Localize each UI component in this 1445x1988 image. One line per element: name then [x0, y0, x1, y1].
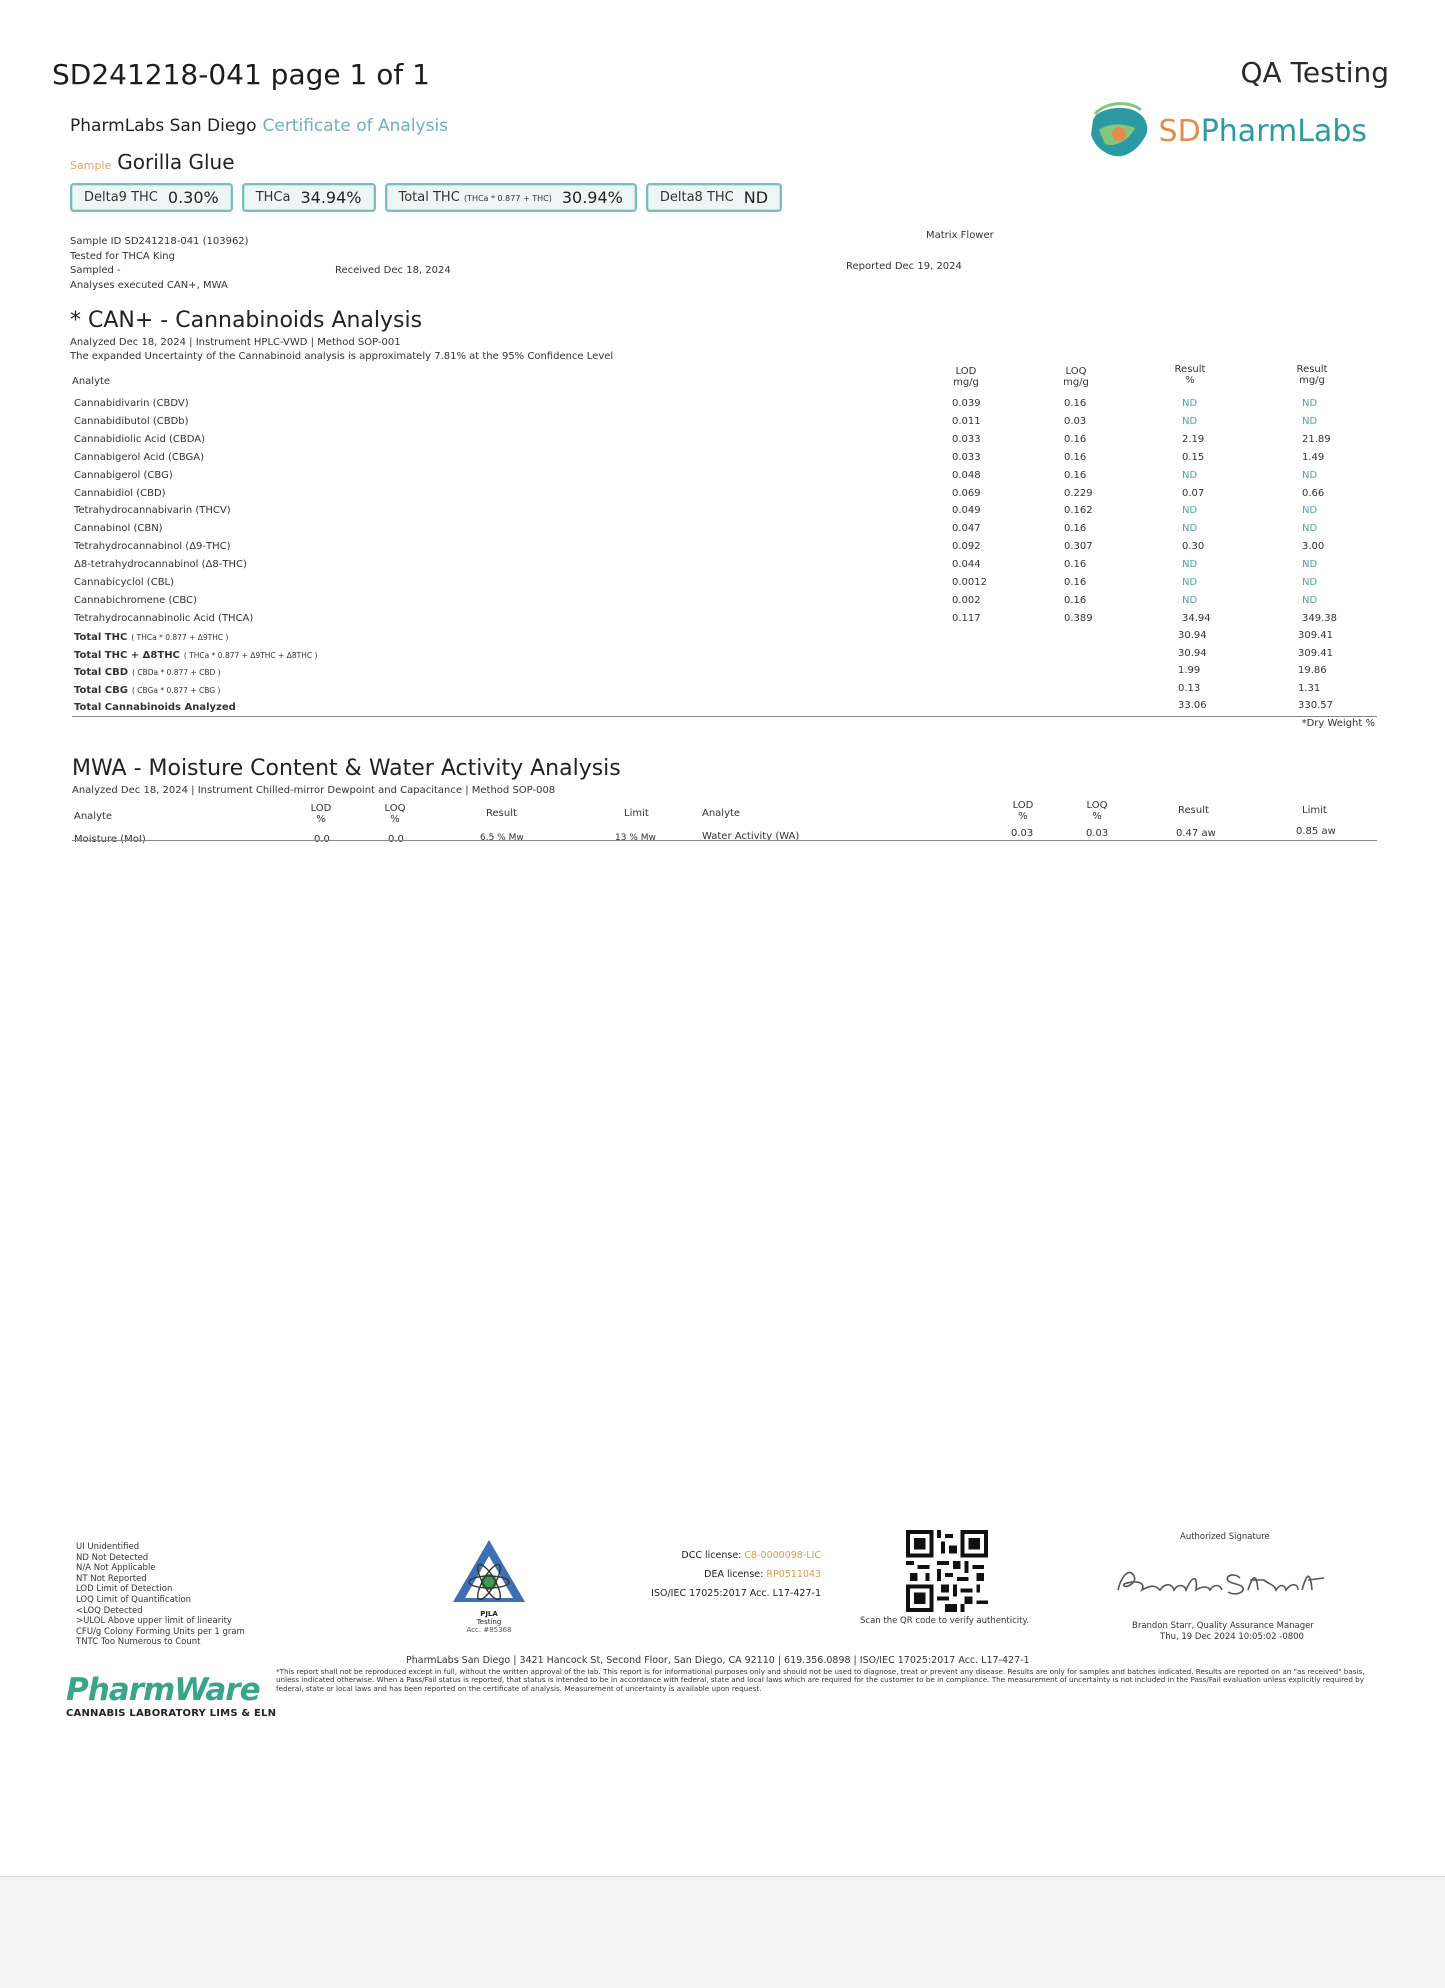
- total-result-mg: 1.31: [1298, 683, 1321, 694]
- mwa-moisture-lod: 0.0: [314, 834, 330, 845]
- qa-testing-label: QA Testing: [1240, 56, 1389, 89]
- legend-item: NT Not Reported: [76, 1573, 147, 1584]
- total-name: Total CBG: [74, 685, 128, 696]
- analyte-result-mg: 3.00: [1302, 541, 1325, 552]
- legend-item: TNTC Too Numerous to Count: [76, 1637, 201, 1648]
- badge-value: ND: [743, 188, 769, 207]
- analyte-loq: 0.389: [1064, 613, 1093, 624]
- total-result-mg: 19.86: [1298, 665, 1327, 676]
- total-result-mg: 330.57: [1298, 700, 1333, 711]
- total-row-label: [74, 632, 228, 643]
- analyte-loq: 0.03: [1064, 416, 1087, 427]
- analyte-result-pct: ND: [1182, 398, 1198, 409]
- analyte-loq: 0.162: [1064, 505, 1093, 516]
- qr-code-icon: [906, 1530, 988, 1612]
- sample-name-line: [70, 150, 235, 174]
- analyte-loq: 0.16: [1064, 595, 1087, 606]
- total-name: Total THC + Δ8THC: [74, 650, 180, 661]
- pjla-acc: Acc. #85368: [466, 1626, 512, 1634]
- total-name: Total THC: [74, 632, 128, 643]
- badge-total-thc: [385, 183, 637, 212]
- total-result-mg: 309.41: [1298, 648, 1333, 659]
- analyte-lod: 0.0012: [952, 577, 987, 588]
- analyte-name: Cannabicyclol (CBL): [74, 577, 175, 588]
- analyte-result-mg: 0.66: [1302, 488, 1325, 499]
- analyte-loq: 0.16: [1064, 577, 1087, 588]
- analyte-result-mg: ND: [1302, 505, 1318, 516]
- logo-emblem-icon: [1085, 100, 1155, 162]
- analyte-result-mg: ND: [1302, 577, 1318, 588]
- analyte-lod: 0.039: [952, 398, 981, 409]
- dry-weight-footnote: *Dry Weight %: [1301, 718, 1375, 729]
- pharmware-tagline: CANNABIS LABORATORY LIMS & ELN: [66, 1708, 277, 1719]
- total-result-pct: 30.94: [1178, 648, 1207, 659]
- sample-label: Sample: [70, 159, 112, 172]
- legend-item: ND Not Detected: [76, 1552, 149, 1563]
- scan-bottom-band: [0, 1876, 1445, 1988]
- pjla-name: PJLA: [480, 1610, 498, 1618]
- analyte-lod: 0.011: [952, 416, 981, 427]
- legend-item: LOQ Limit of Quantification: [76, 1594, 192, 1605]
- analyte-loq: 0.16: [1064, 434, 1087, 445]
- can-header-lod: LOD mg/g: [953, 366, 979, 388]
- mwa-header-loq-2: LOQ %: [1086, 800, 1108, 822]
- can-header-result-pct: Result %: [1174, 364, 1206, 386]
- analyte-result-mg: ND: [1302, 470, 1318, 481]
- signer-name: Brandon Starr, Quality Assurance Manager: [1132, 1621, 1314, 1631]
- analyte-result-mg: 21.89: [1302, 434, 1331, 445]
- badge-formula: (THCa * 0.877 + THC): [463, 194, 552, 203]
- total-formula: ( CBDa * 0.877 + CBD ): [132, 668, 221, 677]
- analyte-lod: 0.033: [952, 434, 981, 445]
- total-result-pct: 0.13: [1178, 683, 1201, 694]
- analyte-lod: 0.044: [952, 559, 981, 570]
- lab-address: PharmLabs San Diego | 3421 Hancock St, Second Floor, San Diego, CA 92110 | 619.356.0898 | ISO/IEC 17025:2017 Acc. L17-427-1: [406, 1655, 1030, 1666]
- analyte-name: Tetrahydrocannabinol (Δ9-THC): [74, 541, 231, 552]
- potency-badges: [70, 183, 782, 212]
- pjla-sub: Testing: [476, 1618, 502, 1626]
- analyte-loq: 0.307: [1064, 541, 1093, 552]
- legend-item: UI Unidentified: [76, 1542, 140, 1552]
- authorized-signature-label: Authorized Signature: [1180, 1532, 1270, 1542]
- analyte-name: Cannabidivarin (CBDV): [74, 398, 189, 409]
- badge-value: 0.30%: [167, 188, 219, 207]
- total-row-label: [74, 685, 220, 696]
- total-name: Total CBD: [74, 667, 129, 678]
- analyte-name: Cannabigerol Acid (CBGA): [74, 452, 205, 463]
- total-result-pct: 33.06: [1178, 700, 1207, 711]
- mwa-water-loq: 0.03: [1086, 828, 1109, 839]
- analyte-result-pct: 34.94: [1182, 613, 1211, 624]
- analyte-result-pct: 0.30: [1182, 541, 1205, 552]
- badge-label: Delta8 THC: [659, 190, 734, 205]
- analyte-loq: 0.16: [1064, 523, 1087, 534]
- total-formula: ( THCa * 0.877 + Δ9THC ): [131, 633, 229, 642]
- analyte-result-mg: 1.49: [1302, 452, 1325, 463]
- lab-name-line: [70, 116, 448, 136]
- mwa-header-result-2: Result: [1178, 805, 1209, 816]
- received-date: Received Dec 18, 2024: [335, 265, 451, 276]
- badge-delta8-thc: [646, 183, 782, 212]
- analyte-result-pct: ND: [1182, 523, 1198, 534]
- badge-thca: [242, 183, 376, 212]
- pharmware-wordmark: PharmWare: [66, 1672, 260, 1708]
- logo-wordmark: SDPharmLabs: [1158, 113, 1367, 149]
- can-section-title: * CAN+ - Cannabinoids Analysis: [70, 308, 423, 333]
- total-result-mg: 309.41: [1298, 630, 1333, 641]
- analyte-loq: 0.16: [1064, 470, 1087, 481]
- iso-accreditation: ISO/IEC 17025:2017 Acc. L17-427-1: [651, 1588, 821, 1599]
- can-header-analyte: Analyte: [72, 376, 111, 387]
- analyte-name: Tetrahydrocannabivarin (THCV): [74, 505, 231, 516]
- analyte-result-pct: ND: [1182, 595, 1198, 606]
- mwa-header-loq: LOQ %: [384, 803, 406, 825]
- total-result-pct: 30.94: [1178, 630, 1207, 641]
- report-disclaimer: *This report shall not be reproduced except in full, without the written approval of the lab. This report is for informational purposes only and should not be used to diagnose, treat or prevent any disease. Results are only for samples and batches indicated. Results are reported on an "as received" basis, unless indicated otherwise. When a Pass/Fail status is reported, that status is intended to be in accordance with federal, state and local laws which are required for the customer to be in compliance. The measurement of uncertainty is not included in the Pass/Fail evaluation unless explicitly required by federal, state or local laws and has been reported on the certificate of analysis. Measurement of uncertainty is available upon request.: [276, 1667, 1365, 1693]
- analyte-loq: 0.16: [1064, 452, 1087, 463]
- analyte-result-pct: 0.07: [1182, 488, 1205, 499]
- analyte-name: Cannabidiolic Acid (CBDA): [74, 434, 205, 445]
- analyte-loq: 0.229: [1064, 488, 1093, 499]
- tested-for: Tested for THCA King: [70, 250, 175, 262]
- handwritten-signature: [1112, 1556, 1342, 1606]
- mwa-moisture-result: 6.5 % Mw: [480, 833, 524, 843]
- mwa-header-result: Result: [486, 808, 517, 819]
- total-row-label: [74, 650, 317, 661]
- license-info: [651, 1546, 821, 1603]
- pjla-accreditation: [444, 1536, 534, 1634]
- badge-delta9-thc: [70, 183, 233, 212]
- analyte-name: Tetrahydrocannabinolic Acid (THCA): [74, 613, 254, 624]
- analyte-result-pct: ND: [1182, 470, 1198, 481]
- total-formula: ( CBGa * 0.877 + CBG ): [131, 686, 221, 695]
- analyte-result-pct: 2.19: [1182, 434, 1205, 445]
- analyte-lod: 0.033: [952, 452, 981, 463]
- badge-label: Delta9 THC: [84, 190, 158, 205]
- legend-item: >ULOL Above upper limit of linearity: [76, 1616, 232, 1627]
- analyte-result-mg: 349.38: [1302, 613, 1337, 624]
- analyte-lod: 0.049: [952, 505, 981, 516]
- analyte-result-mg: ND: [1302, 416, 1318, 427]
- badge-label: THCa: [255, 190, 291, 205]
- analyte-name: Cannabichromene (CBC): [74, 595, 197, 606]
- total-name: Total Cannabinoids Analyzed: [74, 702, 236, 713]
- signed-timestamp: Thu, 19 Dec 2024 10:05:02 -0800: [1160, 1632, 1304, 1642]
- document-id-title: SD241218-041 page 1 of 1: [52, 58, 430, 91]
- mwa-header-lod: LOD %: [310, 803, 332, 825]
- can-header-result-mg: Result mg/g: [1296, 364, 1328, 386]
- legend-item: LOD Limit of Detection: [76, 1584, 173, 1595]
- analyte-loq: 0.16: [1064, 559, 1087, 570]
- sample-meta: [70, 235, 249, 293]
- legend-item: <LOQ Detected: [76, 1605, 143, 1616]
- mwa-water-result: 0.47 aw: [1176, 828, 1216, 839]
- pharmware-logo: [66, 1672, 276, 1719]
- analyte-name: Cannabidibutol (CBDb): [74, 416, 189, 427]
- analyte-result-pct: ND: [1182, 577, 1198, 588]
- qr-code[interactable]: [906, 1530, 988, 1616]
- reported-date: Reported Dec 19, 2024: [846, 261, 962, 272]
- analyte-result-pct: ND: [1182, 416, 1198, 427]
- mwa-header-analyte: Analyte: [74, 811, 113, 822]
- analyte-result-mg: ND: [1302, 523, 1318, 534]
- sample-id: Sample ID SD241218-041 (103962): [70, 236, 249, 247]
- abbreviation-legend: [76, 1542, 245, 1648]
- can-uncertainty-line: The expanded Uncertainty of the Cannabinoid analysis is approximately 7.81% at the 95% Confidence Level: [70, 351, 614, 362]
- mwa-header-limit: Limit: [624, 808, 649, 819]
- analyte-result-pct: 0.15: [1182, 452, 1205, 463]
- analyte-name: Cannabinol (CBN): [74, 523, 163, 534]
- legend-item: CFU/g Colony Forming Units per 1 gram: [76, 1626, 245, 1637]
- analyses-executed: Analyses executed CAN+, MWA: [70, 279, 228, 291]
- mwa-moisture-limit: 13 % Mw: [615, 833, 656, 843]
- mwa-table-rule: [72, 840, 1377, 841]
- mwa-water-name: Water Activity (WA): [702, 831, 800, 842]
- legend-item: N/A Not Applicable: [76, 1563, 156, 1574]
- mwa-moisture-name: Moisture (MoI): [74, 834, 146, 845]
- can-analyzed-line: Analyzed Dec 18, 2024 | Instrument HPLC-VWD | Method SOP-001: [70, 337, 401, 348]
- badge-label: Total THC (THCa * 0.877 + THC): [398, 190, 552, 205]
- mwa-moisture-loq: 0.0: [388, 834, 404, 845]
- dea-license: DEA license: RP0511043: [704, 1569, 821, 1580]
- document-type: Certificate of Analysis: [262, 116, 449, 136]
- total-formula: ( THCa * 0.877 + Δ9THC + Δ8THC ): [183, 651, 318, 660]
- mwa-section-title: MWA - Moisture Content & Water Activity Analysis: [72, 756, 621, 781]
- mwa-header-limit-2: Limit: [1302, 805, 1327, 816]
- badge-value: 30.94%: [561, 188, 623, 207]
- analyte-lod: 0.047: [952, 523, 981, 534]
- analyte-result-pct: ND: [1182, 505, 1198, 516]
- sdpharmlabs-logo: [1085, 100, 1367, 162]
- analyte-name: Cannabidiol (CBD): [74, 488, 166, 499]
- qr-caption: Scan the QR code to verify authenticity.: [860, 1616, 1029, 1626]
- analyte-result-mg: ND: [1302, 398, 1318, 409]
- analyte-name: Cannabigerol (CBG): [74, 470, 173, 481]
- analyte-loq: 0.16: [1064, 398, 1087, 409]
- mwa-water-limit: 0.85 aw: [1296, 826, 1336, 837]
- total-row-label: [74, 667, 221, 678]
- can-header-loq: LOQ mg/g: [1063, 366, 1089, 388]
- mwa-header-analyte-2: Analyte: [702, 808, 741, 819]
- analyte-result-mg: ND: [1302, 595, 1318, 606]
- analyte-result-mg: ND: [1302, 559, 1318, 570]
- mwa-water-lod: 0.03: [1011, 828, 1034, 839]
- lab-name: PharmLabs San Diego: [70, 116, 257, 136]
- badge-value: 34.94%: [300, 188, 362, 207]
- sample-name: Gorilla Glue: [117, 150, 235, 174]
- total-row-label: [74, 702, 240, 713]
- analyte-lod: 0.117: [952, 613, 981, 624]
- analyte-lod: 0.048: [952, 470, 981, 481]
- pjla-logo-icon: [449, 1536, 529, 1606]
- dcc-license: DCC license: C8-0000098-LIC: [681, 1550, 821, 1561]
- analyte-result-pct: ND: [1182, 559, 1198, 570]
- analyte-lod: 0.002: [952, 595, 981, 606]
- matrix: Matrix Flower: [926, 230, 994, 241]
- analyte-lod: 0.069: [952, 488, 981, 499]
- mwa-header-lod-2: LOD %: [1012, 800, 1034, 822]
- can-table-bottom-rule: [72, 716, 1377, 717]
- total-result-pct: 1.99: [1178, 665, 1201, 676]
- analyte-lod: 0.092: [952, 541, 981, 552]
- sampled: Sampled -: [70, 265, 121, 276]
- mwa-analyzed-line: Analyzed Dec 18, 2024 | Instrument Chilled-mirror Dewpoint and Capacitance | Method SOP-008: [72, 785, 556, 796]
- analyte-name: Δ8-tetrahydrocannabinol (Δ8-THC): [74, 559, 247, 570]
